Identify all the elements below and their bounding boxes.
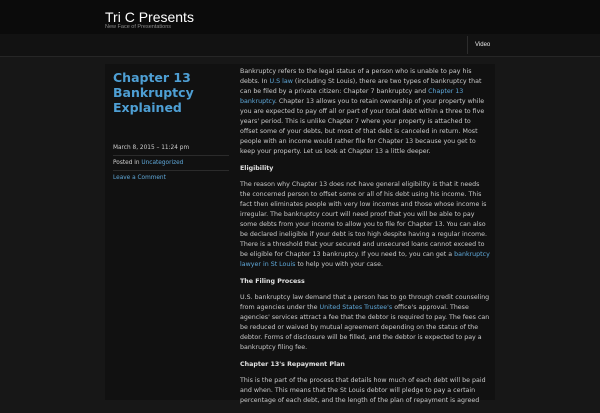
article-paragraph: This is the part of the process that details how much of each debt will be paid and when. This means that the St Louis debtor will pledge to pay a certain percentage of each debt, and the length of the plan of repayment is agreed	[240, 377, 486, 404]
post-category-row	[113, 159, 229, 167]
article-paragraph: The reason why Chapter 13 does not have general eligibility is that it needs the concerned person to offset some or all of his debt using his income. This fact then eliminates people with very low incomes and those whose income is irregular. The bankruptcy court will need proof that you will be able to pay some debts from your income to allow you to file for Chapter 13. You can also be declared ineligible if your debt is too high despite having a regular income. There is a threshold that your secured and unsecured loans cannot exceed to be eligible for Chapter 13 bankruptcy. If you need to, you can get a bankruptcy lawyer in St Louis to help you with your case.	[240, 181, 490, 268]
site-title[interactable]: Tri C Presents	[105, 9, 194, 25]
site-tagline: New Face of Presentations	[105, 24, 172, 30]
section-heading: Eligibility	[240, 165, 274, 172]
meta-divider	[113, 155, 229, 156]
article-body	[240, 67, 490, 413]
meta-divider	[113, 170, 229, 171]
article-paragraph: Bankruptcy refers to the legal status of a person who is unable to pay his debts. In U.S law (including St Louis), there are two types of bankruptcy that can be filed by a private citizen: Chapter 7 bankruptcy and Chapter 13 bankruptcy. Chapter 13 allows you to retain ownership of your property while you are expected to pay off all or part of your total debt within a three to five years' period. This is unlike Chapter 7 where your property is attached to offset some of your debts, but most of that debt is canceled in return. Most people with an income would rather file for Chapter 13 because you get to keep your property. Let us look at Chapter 13 a little deeper.	[240, 68, 485, 155]
us-law-link[interactable]: U.S law	[269, 78, 293, 85]
posted-in-label: Posted in	[113, 160, 140, 166]
leave-comment-link[interactable]: Leave a Comment	[113, 175, 166, 181]
bankruptcy-lawyer-link[interactable]: bankruptcy lawyer in St Louis	[240, 251, 490, 268]
chapter13-link[interactable]: Chapter 13 bankruptcy	[240, 88, 464, 105]
section-heading: The Filing Process	[240, 278, 305, 285]
section-heading: Chapter 13's Repayment Plan	[240, 361, 345, 368]
post-title[interactable]: Chapter 13 Bankruptcy Explained	[113, 70, 194, 115]
comment-row	[113, 174, 229, 182]
nav-bar	[0, 34, 600, 57]
article-paragraph: U.S. bankruptcy law demand that a person has to go through credit counseling from agencies under the United States Trustee's office's approval. These agencies' services attract a fee that the debtor is required to pay. The fees can be reduced or waived by mutual agreement depending on the status of the debtor. Forms of disclosure will be filled, and the debtor is expected to pay a bankruptcy filing fee.	[240, 294, 490, 351]
main-content	[105, 64, 495, 404]
site-header	[0, 0, 600, 34]
post-date: March 8, 2015 – 11:24 pm	[113, 145, 190, 151]
category-link[interactable]: Uncategorized	[141, 160, 184, 166]
us-trustee-link[interactable]: United States Trustee's	[319, 304, 393, 311]
nav-item-video[interactable]: Video	[467, 36, 497, 54]
